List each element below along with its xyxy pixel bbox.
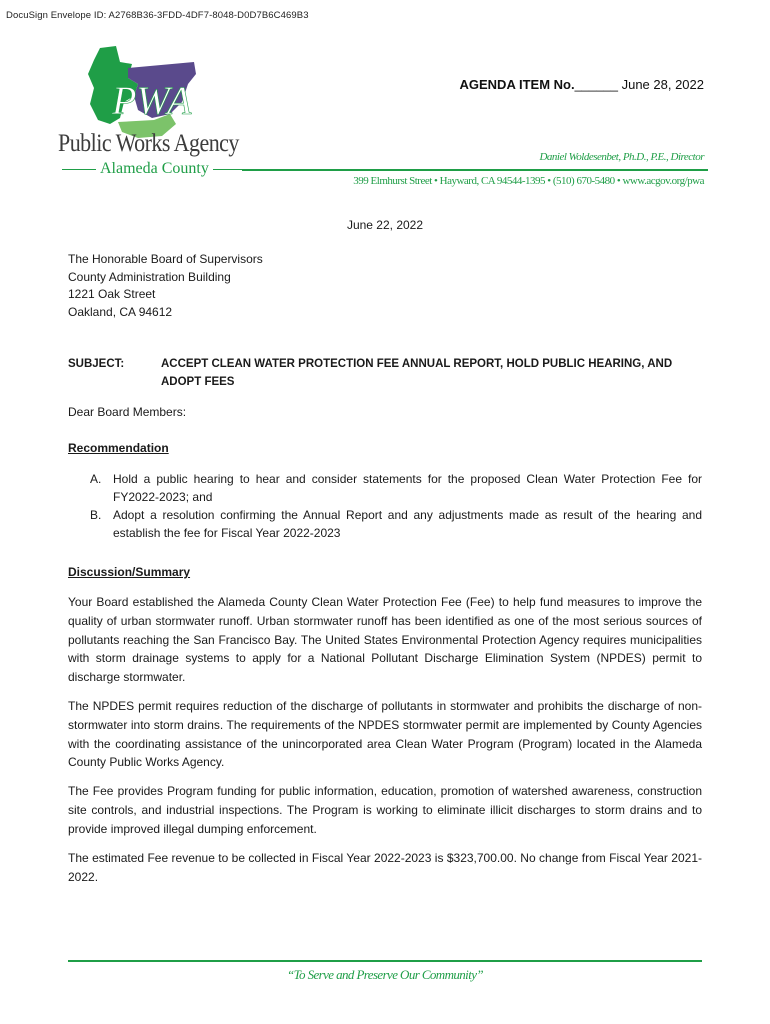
discussion-paragraph: The estimated Fee revenue to be collected in Fiscal Year 2022-2023 is $323,700.00. No change from Fiscal Year 2021-2022. bbox=[68, 851, 702, 884]
recommendation-list bbox=[68, 470, 702, 542]
director-line: Daniel Woldesenbet, Ph.D., P.E., Director bbox=[539, 151, 704, 163]
agenda-date: June 28, 2022 bbox=[621, 77, 704, 92]
discussion-heading: Discussion/Summary bbox=[68, 565, 191, 579]
discussion-paragraph: Your Board established the Alameda County Clean Water Protection Fee (Fee) to help fund measures to improve the quality of urban stormwater runoff. Urban stormwater runoff has been identified as one of the most serious sources of pollutants reaching the San Francisco Bay. The United States Environmental Protection Agency requires municipalities with storm drainage systems to apply for a National Pollutant Discharge Elimination System (NPDES) permit to discharge stormwater. bbox=[68, 595, 702, 685]
addressee-line: 1221 Oak Street bbox=[68, 287, 156, 301]
addressee-line: The Honorable Board of Supervisors bbox=[68, 252, 263, 266]
list-item bbox=[68, 470, 702, 506]
list-item-text: Adopt a resolution confirming the Annual Report and any adjustments made as result of the hearing and establish the fee for Fiscal Year 2022-2023 bbox=[113, 508, 702, 540]
subject-text: ACCEPT CLEAN WATER PROTECTION FEE ANNUAL REPORT, HOLD PUBLIC HEARING, AND ADOPT FEES bbox=[161, 358, 673, 388]
footer-rule bbox=[68, 960, 702, 962]
agenda-label: AGENDA ITEM No. bbox=[459, 77, 575, 92]
county-line bbox=[62, 160, 242, 178]
salutation: Dear Board Members: bbox=[68, 405, 187, 419]
agenda-item bbox=[460, 77, 705, 92]
subject-label: SUBJECT: bbox=[68, 358, 125, 370]
docusign-envelope-id: DocuSign Envelope ID: A2768B36-3FDD-4DF7-8048-D0D7B6C469B3 bbox=[6, 10, 309, 21]
addressee-line: County Administration Building bbox=[68, 269, 231, 284]
county-name: Alameda County bbox=[100, 160, 209, 177]
agency-address: 399 Elmhurst Street • Hayward, CA 94544-1395 • (510) 670-5480 • www.acgov.org/pwa bbox=[353, 175, 704, 187]
county-rule-left bbox=[62, 169, 96, 170]
agenda-blank: ______ bbox=[574, 77, 618, 92]
county-rule-right bbox=[213, 169, 243, 170]
list-item-text: Hold a public hearing to hear and consider statements for the proposed Clean Water Protection Fee for FY2022-2023; and bbox=[113, 472, 702, 504]
footer-tagline: “To Serve and Preserve Our Community” bbox=[286, 967, 484, 982]
letter-date: June 22, 2022 bbox=[346, 218, 424, 232]
list-marker: B. bbox=[90, 508, 102, 522]
addressee-line: Oakland, CA 94612 bbox=[68, 304, 173, 319]
logo-letters: PWA bbox=[112, 78, 192, 123]
addressee-block bbox=[68, 250, 263, 320]
discussion-paragraph: The NPDES permit requires reduction of the discharge of pollutants in stormwater and prohibits the discharge of non-stormwater into storm drains. The requirements of the NPDES stormwater permit are implemented by County Agencies with the coordinating assistance of the unincorporated area Clean Water Program (Program) located in the Alameda County Public Works Agency. bbox=[68, 699, 702, 770]
list-item bbox=[68, 506, 702, 542]
list-marker: A. bbox=[90, 472, 102, 486]
header-rule bbox=[242, 169, 708, 171]
discussion-paragraph: The Fee provides Program funding for public information, education, promotion of watershed awareness, construction site controls, and industrial inspections. The Program is working to eliminate illicit discharges to storm drains and to provide improved illegal dumping enforcement. bbox=[68, 784, 702, 836]
recommendation-heading: Recommendation bbox=[68, 441, 169, 455]
agency-name: Public Works Agency bbox=[58, 130, 239, 157]
